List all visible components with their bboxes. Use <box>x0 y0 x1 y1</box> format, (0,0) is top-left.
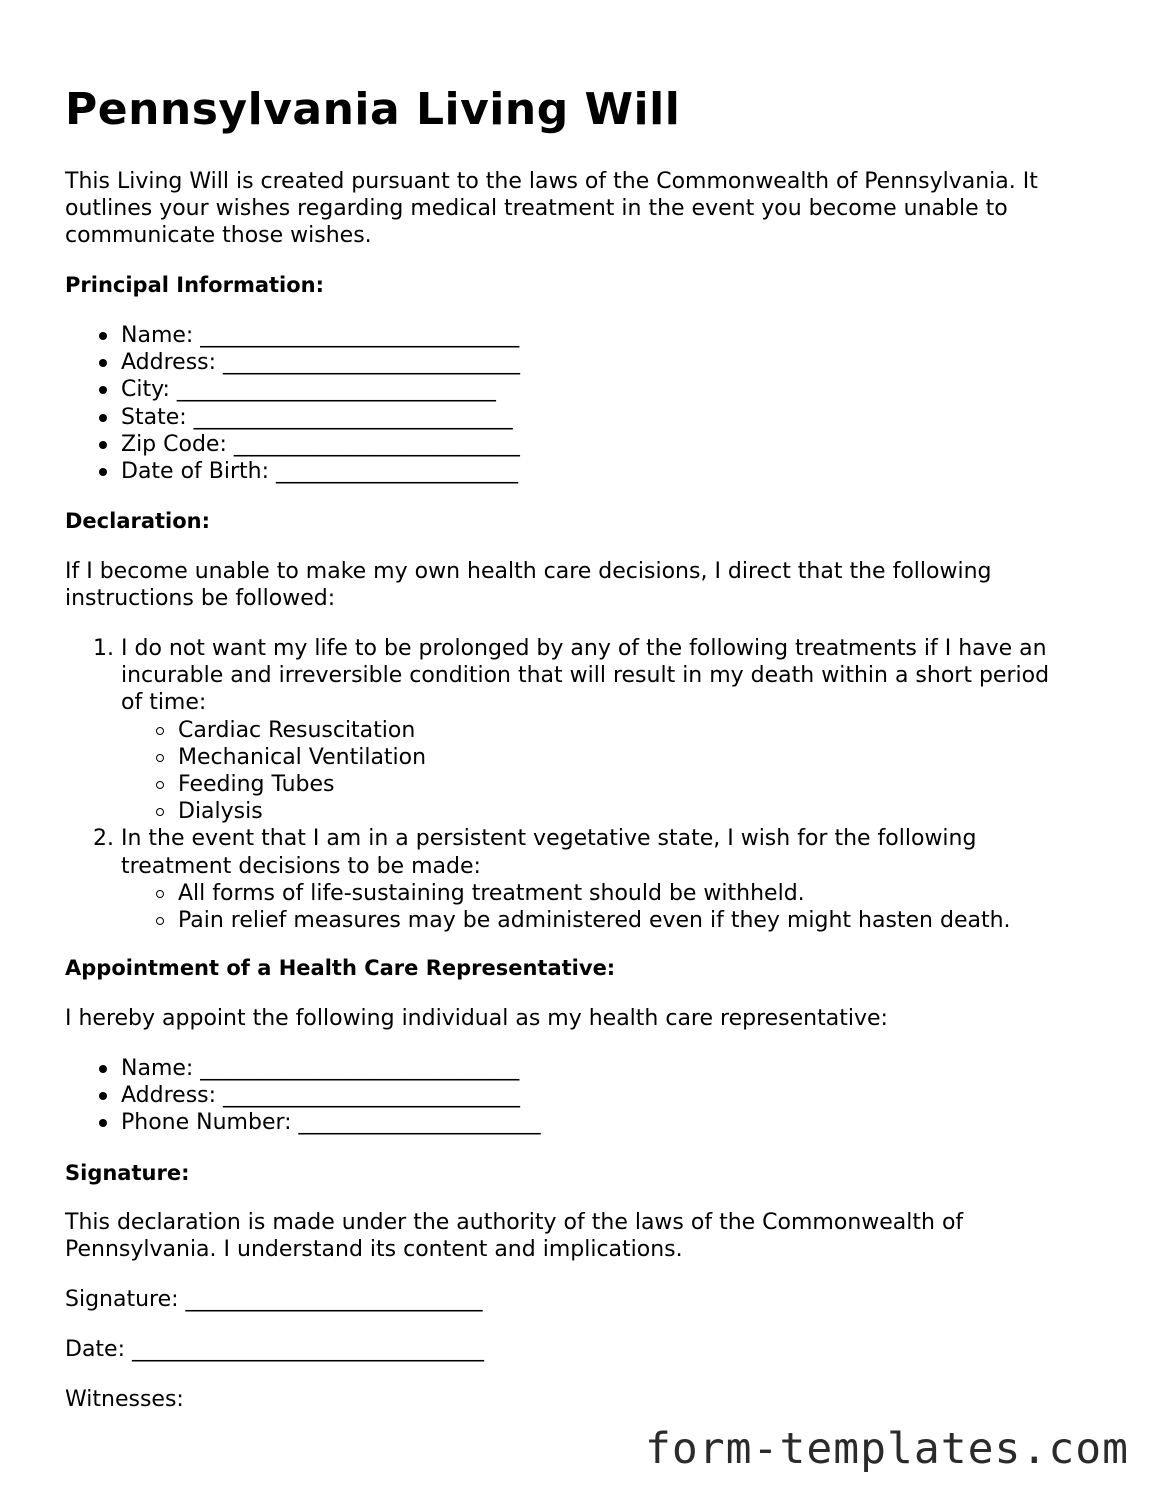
witnesses-label: Witnesses: <box>65 1387 184 1412</box>
declaration-line-2: instructions be followed: <box>65 586 336 611</box>
item-1-line-1: I do not want my life to be prolonged by any of the following treatments if I have an <box>121 636 1047 661</box>
date-field: Date: ________________________________ <box>65 1337 484 1362</box>
representative-fields-list <box>65 1055 541 1137</box>
treatment-item: Cardiac Resuscitation <box>121 717 1049 744</box>
intro-line-2: outlines your wishes regarding medical treatment in the event you become unable to <box>65 196 1008 221</box>
representative-phone-field: Phone Number: ______________________ <box>65 1109 541 1136</box>
decision-item: Pain relief measures may be administered even if they might hasten death. <box>121 907 1049 934</box>
treatment-item: Mechanical Ventilation <box>121 744 1049 771</box>
signature-line-2: Pennsylvania. I understand its content and implications. <box>65 1237 683 1262</box>
declaration-item-1 <box>65 635 1049 825</box>
principal-state-field: State: _____________________________ <box>65 404 520 431</box>
watermark: form-templates.com <box>645 1424 1129 1474</box>
item-number: 1. <box>93 636 114 661</box>
principal-fields-list <box>65 322 520 485</box>
item-number: 2. <box>93 826 114 852</box>
treatment-item: Dialysis <box>121 798 1049 825</box>
declaration-heading: Declaration: <box>65 509 211 533</box>
decision-item: All forms of life-sustaining treatment should be withheld. <box>121 880 1049 907</box>
signature-field: Signature: ___________________________ <box>65 1287 483 1312</box>
treatment-item: Feeding Tubes <box>121 771 1049 798</box>
principal-city-field: City: _____________________________ <box>65 376 520 403</box>
declaration-item-2 <box>65 825 1049 934</box>
item-1-treatments-list <box>121 717 1049 826</box>
principal-name-field: Name: _____________________________ <box>65 322 520 349</box>
principal-dob-field: Date of Birth: ______________________ <box>65 458 520 485</box>
representative-heading: Appointment of a Health Care Representative: <box>65 956 616 980</box>
intro-line-3: communicate those wishes. <box>65 223 372 248</box>
item-1-line-2: incurable and irreversible condition that will result in my death within a short period <box>121 663 1050 689</box>
principal-address-field: Address: ___________________________ <box>65 349 520 376</box>
item-2-decisions-list <box>121 880 1049 934</box>
principal-heading: Principal Information: <box>65 273 325 297</box>
document-title: Pennsylvania Living Will <box>65 84 681 135</box>
signature-line-1: This declaration is made under the authority of the laws of the Commonwealth of <box>65 1210 964 1235</box>
representative-name-field: Name: _____________________________ <box>65 1055 541 1082</box>
item-2-line-2: treatment decisions to be made: <box>121 853 481 879</box>
representative-address-field: Address: ___________________________ <box>65 1082 541 1109</box>
declaration-line-1: If I become unable to make my own health care decisions, I direct that the following <box>65 559 992 584</box>
representative-text: I hereby appoint the following individual as my health care representative: <box>65 1006 888 1031</box>
item-1-line-3: of time: <box>121 690 207 716</box>
item-2-line-1: In the event that I am in a persistent vegetative state, I wish for the following <box>121 826 977 852</box>
principal-zip-field: Zip Code: __________________________ <box>65 431 520 458</box>
declaration-items-list <box>65 635 1049 934</box>
signature-heading: Signature: <box>65 1161 190 1185</box>
intro-line-1: This Living Will is created pursuant to the laws of the Commonwealth of Pennsylvania. It <box>65 169 1038 194</box>
